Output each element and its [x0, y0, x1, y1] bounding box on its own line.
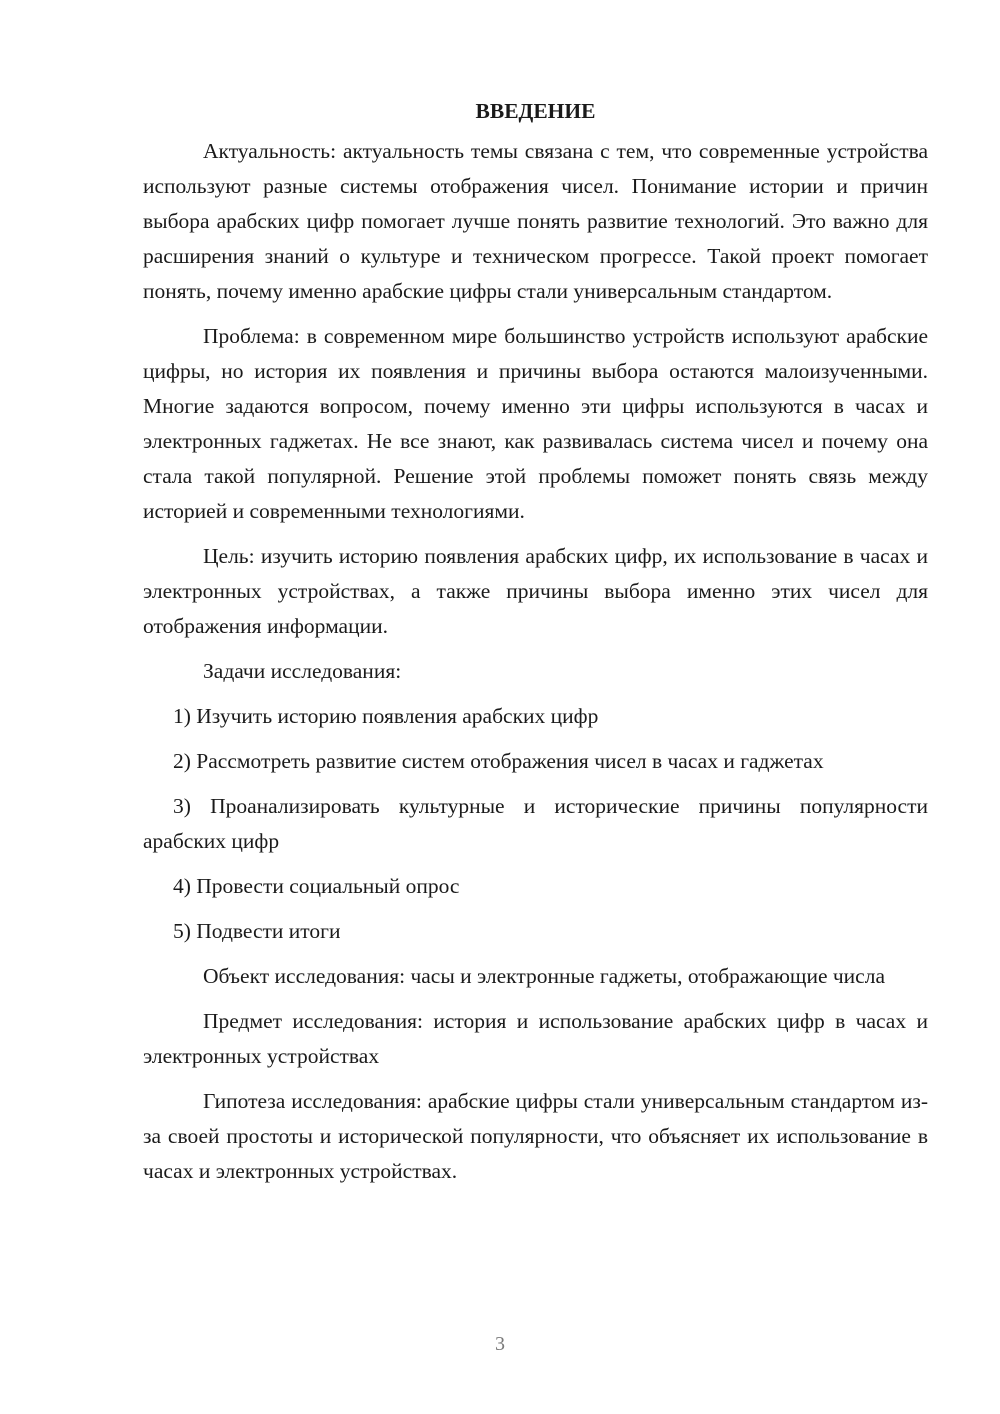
subject-paragraph: Предмет исследования: история и использование арабских цифр в часах и электронных устройствах — [143, 1009, 928, 1068]
goal-paragraph: Цель: изучить историю появления арабских цифр, их использование в часах и электронных устройствах, а также причины выбора именно этих чисел для отображения информации. — [143, 544, 928, 638]
tasks-title: Задачи исследования: — [203, 659, 402, 683]
list-item: 2) Рассмотреть развитие систем отображения чисел в часах и гаджетах — [173, 749, 824, 773]
object-paragraph: Объект исследования: часы и электронные гаджеты, отображающие числа — [203, 964, 885, 988]
list-item: 3) Проанализировать культурные и исторические причины популярности арабских цифр — [143, 794, 928, 853]
list-item: 4) Провести социальный опрос — [173, 874, 460, 898]
actuality-paragraph: Актуальность: актуальность темы связана с тем, что современные устройства используют разные системы отображения чисел. Понимание истории и причин выбора арабских цифр помогает лучше понять развитие технологий. Это важно для расширения знаний о культуре и техническом прогрессе. Такой проект помогает понять, почему именно арабские цифры стали универсальным стандартом. — [143, 139, 928, 303]
problem-paragraph: Проблема: в современном мире большинство устройств используют арабские цифры, но история их появления и причины выбора остаются малоизученными. Многие задаются вопросом, почему именно эти цифры используются в часах и электронных гаджетах. Не все знают, как развивалась система чисел и почему она стала такой популярной. Решение этой проблемы поможет понять связь между историей и современными технологиями. — [143, 324, 928, 523]
document-page — [143, 94, 928, 1189]
hypothesis-paragraph: Гипотеза исследования: арабские цифры стали универсальным стандартом из-за своей простоты и исторической популярности, что объясняет их использование в часах и электронных устройствах. — [143, 1089, 928, 1183]
page-heading: ВВЕДЕНИЕ — [475, 99, 596, 123]
list-item: 5) Подвести итоги — [173, 919, 341, 943]
page-number: 3 — [495, 1333, 505, 1355]
list-item: 1) Изучить историю появления арабских цифр — [173, 704, 599, 728]
